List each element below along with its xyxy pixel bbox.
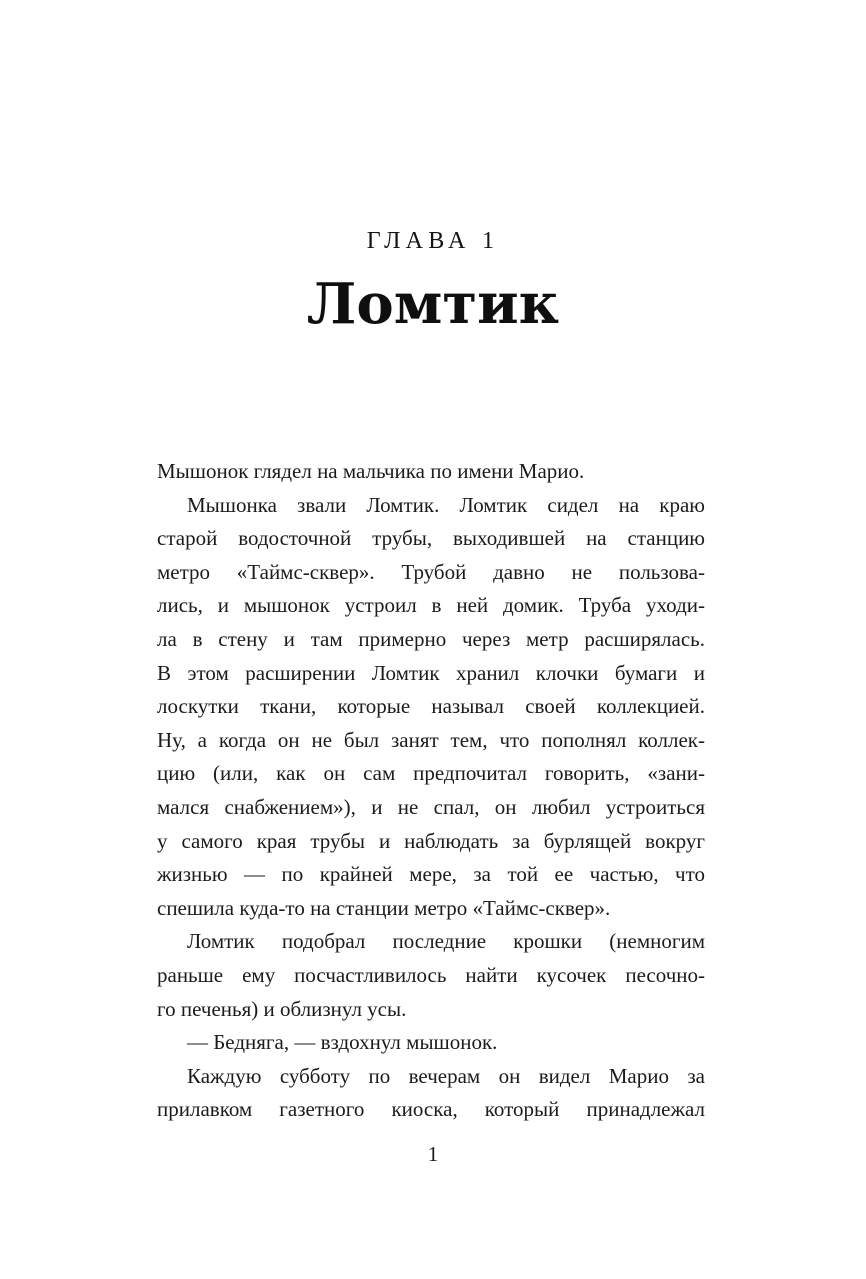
chapter-label: ГЛАВА 1 (366, 228, 500, 254)
page-body (157, 455, 705, 1127)
text-line: мался снабжением»), и не спал, он любил устроиться (157, 794, 705, 819)
text-line: старой водосточной трубы, выходившей на станцию (157, 526, 705, 551)
text-line: ла в стену и там примерно через метр расширялась. (157, 626, 705, 651)
text-line: лоскутки ткани, которые называл своей коллекцией. (157, 694, 705, 719)
text-line: прилавком газетного киоска, который принадлежал (157, 1097, 705, 1122)
text-line: В этом расширении Ломтик хранил клочки бумаги и (157, 660, 705, 685)
text-line: метро «Таймс-сквер». Трубой давно не пользова- (157, 559, 705, 584)
text-line: раньше ему посчастливилось найти кусочек песочно- (157, 962, 705, 987)
text-line: у самого края трубы и наблюдать за бурлящей вокруг (157, 828, 705, 853)
text-line: цию (или, как он сам предпочитал говорить, «зани- (157, 761, 705, 786)
text-line: Каждую субботу по вечерам он видел Марио за (187, 1063, 705, 1088)
chapter-title: Ломтик (306, 271, 560, 337)
text-line: лись, и мышонок устроил в ней домик. Труба уходи- (157, 593, 705, 618)
text-line: жизнью — по крайней мере, за той ее частью, что (157, 862, 705, 887)
text-line: Ну, а когда он не был занят тем, что пополнял коллек- (157, 727, 705, 752)
page-number: 1 (427, 1142, 439, 1166)
text-line: — Бедняга, — вздохнул мышонок. (187, 1030, 498, 1055)
text-line: Мышонка звали Ломтик. Ломтик сидел на краю (187, 492, 705, 517)
text-line: спешила куда-то на станции метро «Таймс-сквер». (157, 895, 611, 920)
text-line: го печенья) и облизнул усы. (157, 996, 407, 1021)
text-line: Ломтик подобрал последние крошки (немногим (187, 929, 705, 954)
text-line: Мышонок глядел на мальчика по имени Марио. (157, 459, 585, 483)
